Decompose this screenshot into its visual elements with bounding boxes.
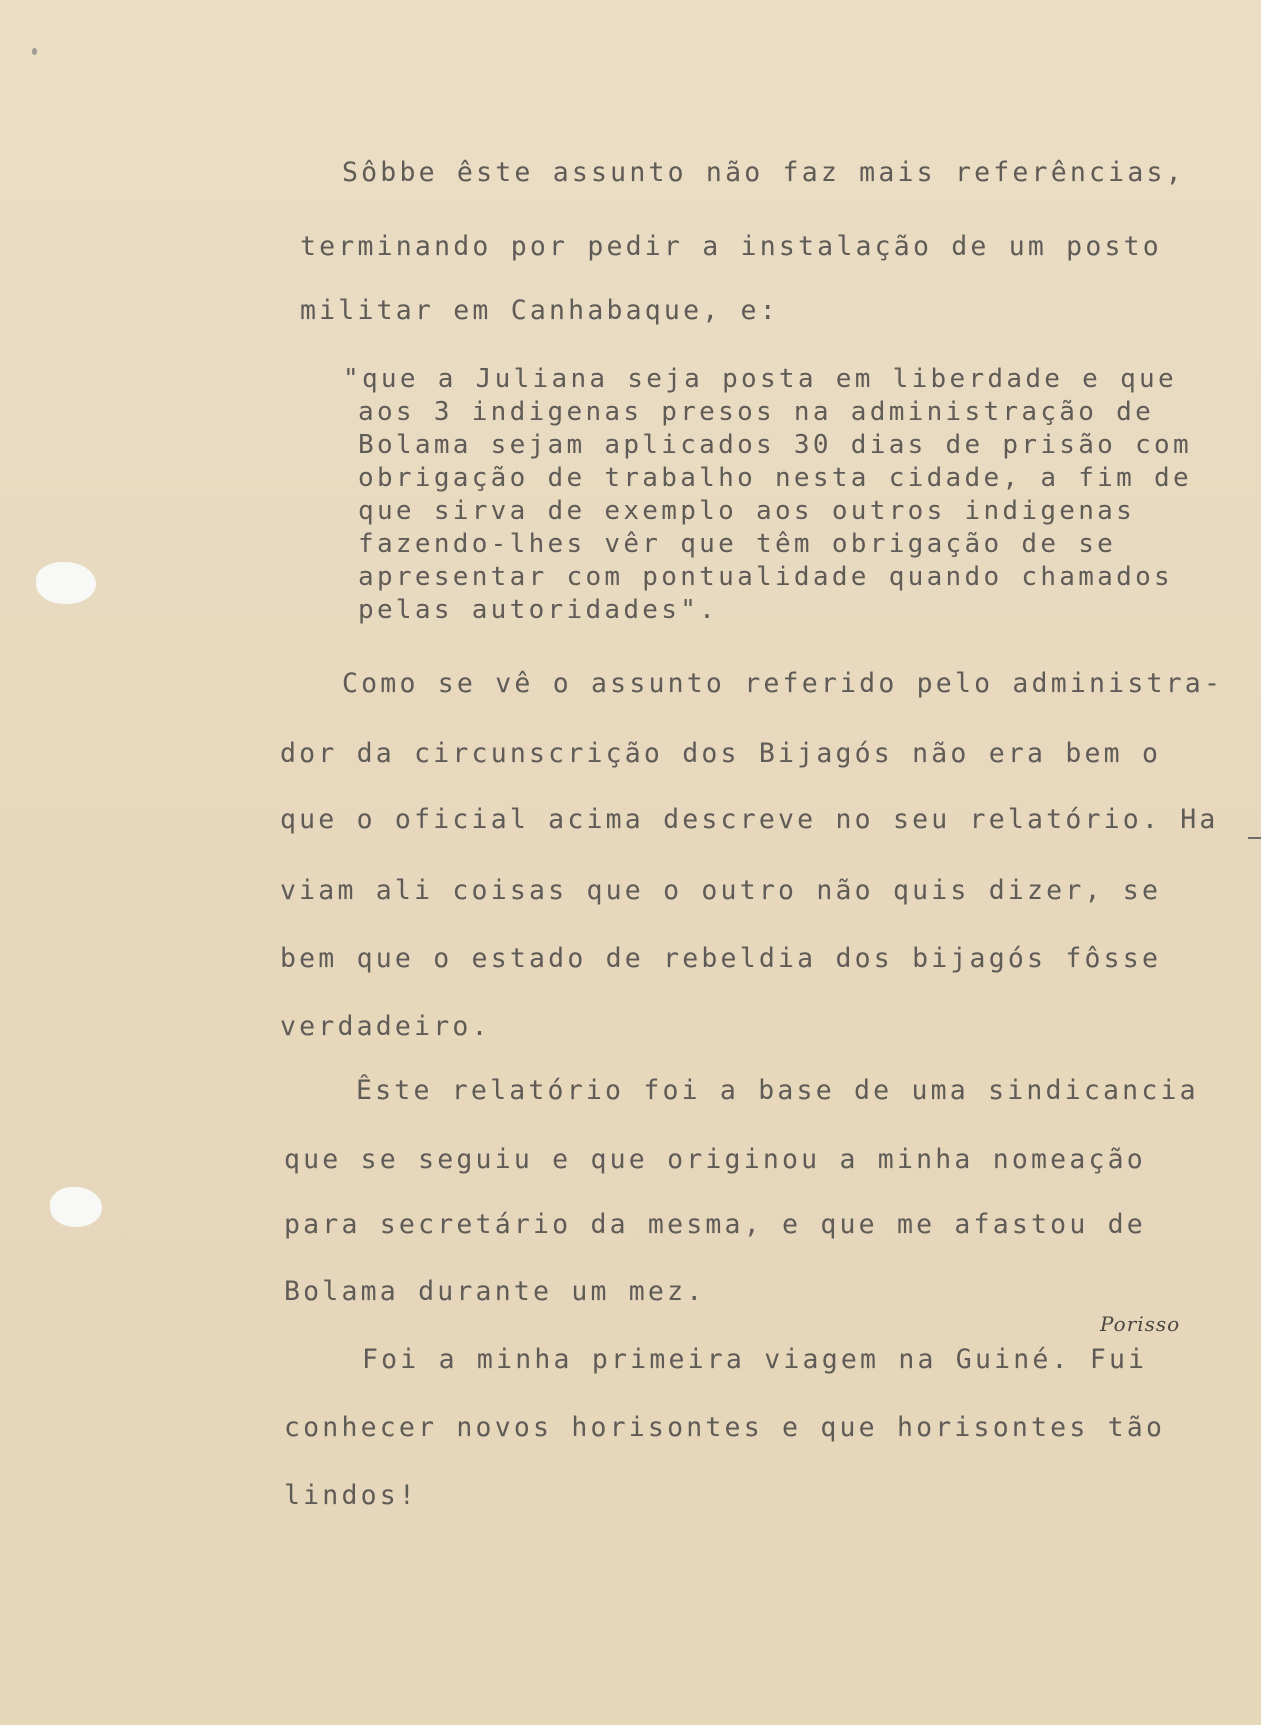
quote-line: "que a Juliana seja posta em liberdade e que — [343, 364, 1177, 394]
quote-line: apresentar com pontualidade quando chamados — [358, 562, 1173, 592]
text-line: terminando por pedir a instalação de um posto — [300, 231, 1162, 262]
quote-line: aos 3 indigenas presos na administração de — [358, 397, 1155, 427]
underline-mark — [1248, 837, 1261, 839]
quote-line: pelas autoridades". — [358, 595, 719, 625]
text-line: dor da circunscrição dos Bijagós não era bem o — [280, 738, 1162, 769]
text-line: que se seguiu e que originou a minha nomeação — [284, 1144, 1146, 1175]
text-line: Foi a minha primeira viagem na Guiné. Fui — [362, 1344, 1148, 1375]
handwritten-insertion: Porisso — [1100, 1312, 1181, 1336]
paper-speck — [32, 48, 37, 55]
text-line: Êste relatório foi a base de uma sindicancia — [356, 1075, 1199, 1106]
text-line: Sôbbe êste assunto não faz mais referências, — [342, 157, 1185, 188]
text-line: para secretário da mesma, e que me afastou de — [284, 1209, 1146, 1240]
quote-line: fazendo-lhes vêr que têm obrigação de se — [358, 529, 1117, 559]
text-line: viam ali coisas que o outro não quis dizer, se — [280, 875, 1162, 906]
text-line: Como se vê o assunto referido pelo administra- — [342, 668, 1224, 699]
text-line: verdadeiro. — [280, 1011, 491, 1042]
text-line: militar em Canhabaque, e: — [300, 295, 779, 326]
quote-line: Bolama sejam aplicados 30 dias de prisão com — [358, 430, 1192, 460]
quote-line: obrigação de trabalho nesta cidade, a fim de — [358, 463, 1192, 493]
text-line: conhecer novos horisontes e que horisontes tão — [284, 1412, 1166, 1443]
punch-hole-top — [36, 562, 96, 604]
text-line: bem que o estado de rebeldia dos bijagós fôsse — [280, 943, 1162, 974]
quote-line: que sirva de exemplo aos outros indigenas — [358, 496, 1136, 526]
text-line: que o oficial acima descreve no seu relatório. Ha — [280, 804, 1219, 835]
punch-hole-bottom — [50, 1187, 102, 1227]
text-line: Bolama durante um mez. — [284, 1276, 706, 1307]
text-line: lindos! — [284, 1480, 419, 1511]
